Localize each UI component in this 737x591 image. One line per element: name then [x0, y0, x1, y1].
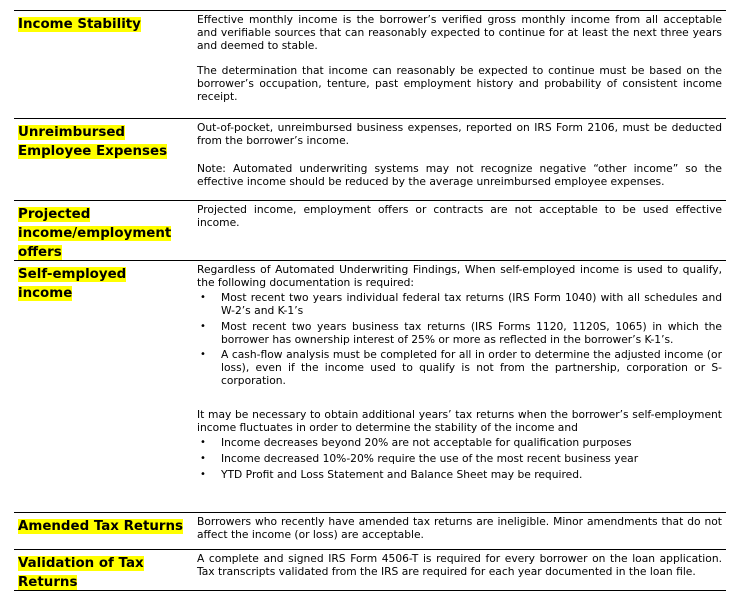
description-cell [189, 119, 726, 201]
term-cell [14, 513, 189, 550]
term-label: Projected [18, 207, 91, 222]
table-row [14, 513, 726, 550]
description-paragraph: Projected income, employment offers or contracts are not acceptable to be used effective income. [197, 203, 722, 229]
description-paragraph: It may be necessary to obtain additional years’ tax returns when the borrower’s self-employment income fluctuates in order to determine the stability of the income and [197, 408, 722, 435]
description-paragraph: Borrowers who recently have amended tax returns are ineligible. Minor amendments that do not affect the income (or loss) are acceptable. [197, 515, 722, 541]
list-item: • Most recent two years individual federal tax returns (IRS Form 1040) with all schedules and W-2’s and K-1’s [221, 292, 722, 318]
table-row [14, 11, 726, 119]
list-item: • Income decreases beyond 20% are not acceptable for qualification purposes [221, 437, 722, 450]
list-item: • YTD Profit and Loss Statement and Balance Sheet may be required. [221, 469, 722, 482]
term-label: Returns [18, 575, 78, 590]
description-cell [189, 201, 726, 261]
table-row [14, 201, 726, 261]
description-paragraph: Out-of-pocket, unreimbursed business expenses, reported on IRS Form 2106, must be deducted from the borrower’s income. [197, 121, 722, 147]
guidelines-table [14, 10, 726, 591]
term-label: Employee Expenses [18, 144, 168, 159]
description-paragraph: The determination that income can reasonably be expected to continue must be based on the borrower’s occupation, tenture, past employment history and probability of consistent income receipt. [197, 63, 722, 103]
list-item: • Income decreased 10%-20% require the use of the most recent business year [221, 453, 722, 466]
term-label: Income Stability [18, 17, 141, 32]
description-cell [189, 11, 726, 119]
term-cell [14, 119, 189, 201]
fluctuation-list [197, 437, 722, 482]
documentation-list [197, 292, 722, 388]
table-row [14, 119, 726, 201]
term-label: Amended Tax Returns [18, 519, 184, 534]
term-label: income/employment [18, 226, 172, 241]
description-paragraph: Effective monthly income is the borrower’s verified gross monthly income from all acceptable and verifiable sources that can reasonably expected to continue for at least the next three years and deemed to stable. [197, 13, 722, 52]
term-label: offers [18, 245, 62, 260]
list-item: • Most recent two years business tax returns (IRS Forms 1120, 1120S, 1065) in which the borrower has ownership interest of 25% or more as reflected in the borrower’s K-1’s. [221, 321, 722, 347]
list-item: • A cash-flow analysis must be completed for all in order to determine the adjusted income (or loss), even if the income used to qualify is not from the partnership, corporation or S-corporation. [221, 349, 722, 388]
description-paragraph: A complete and signed IRS Form 4506-T is required for every borrower on the loan application. Tax transcripts validated from the IRS are required for each year documented in the loan file. [197, 552, 722, 578]
table-row [14, 261, 726, 513]
term-label: Self-employed income [18, 267, 127, 301]
term-cell [14, 261, 189, 513]
table-row [14, 550, 726, 591]
description-cell [189, 550, 726, 591]
term-label: Unreimbursed [18, 125, 125, 140]
term-cell [14, 550, 189, 591]
description-cell [189, 513, 726, 550]
note-paragraph: Note: Automated underwriting systems may not recognize negative “other income” so the effective income should be reduced by the average unreimbursed employee expenses. [197, 161, 722, 188]
term-cell [14, 201, 189, 261]
term-cell [14, 11, 189, 119]
term-label: Validation of Tax [18, 556, 144, 571]
description-cell [189, 261, 726, 513]
description-paragraph: Regardless of Automated Underwriting Findings, When self-employed income is used to qualify, the following documentation is required: [197, 263, 722, 289]
